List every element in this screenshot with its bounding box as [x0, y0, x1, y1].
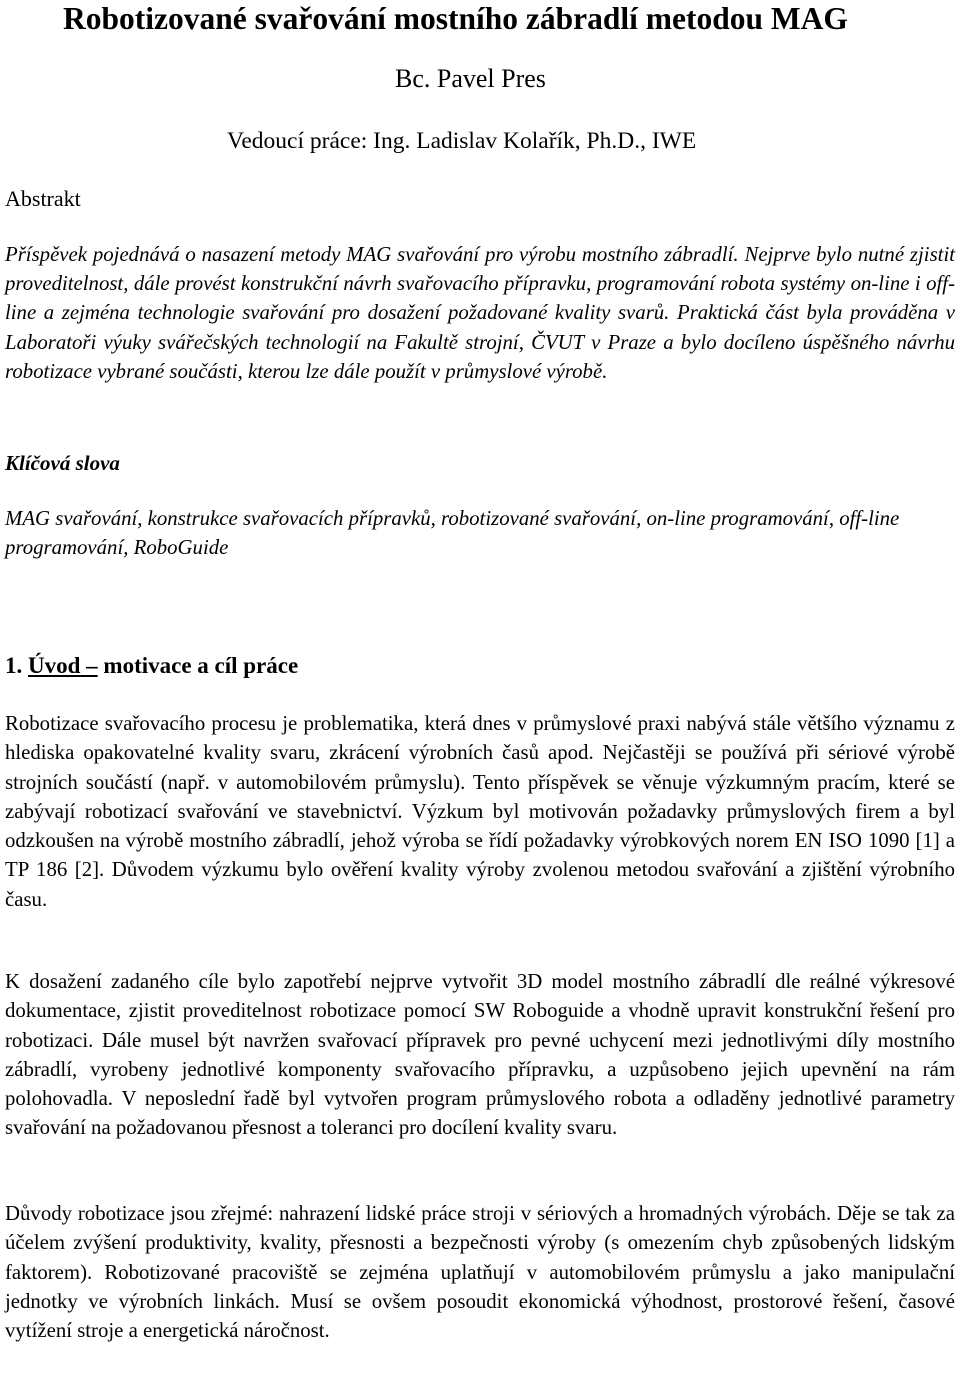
- author-name: Bc. Pavel Pres: [395, 64, 546, 93]
- body-paragraph: Robotizace svařovacího procesu je problematika, která dnes v průmyslové praxi nabývá stále většího významu z hlediska opakovatelné kvality svaru, zkrácení výrobních časů apod. Nejčastěji se používá při sériové výrobě strojních součástí (např. v automobilovém průmyslu). Tento příspěvek se věnuje výzkumným pracím, které se zabývají robotizací svařování ve stavebnictví. Výzkum byl motivován požadavky průmyslových firem a byl odzkoušen na výrobě mostního zábradlí, jehož výroba se řídí požadavky výrobkových norem EN ISO 1090 [1] a TP 186 [2]. Důvodem výzkumu bylo ověření kvality výroby zvolenou metodou svařování a zjištění výrobního času.: [5, 712, 955, 911]
- abstract-heading: Abstrakt: [5, 186, 81, 211]
- section-number: 1.: [5, 653, 23, 678]
- abstract-text: Příspěvek pojednává o nasazení metody MAG svařování pro výrobu mostního zábradlí. Nejprve bylo nutné zjistit proveditelnost, dále provést konstrukční návrh svařovacího přípravku, programování robota systémy on-line i off-line a zejména technologie svařování pro dosažení požadované kvality svarů. Praktická část byla prováděna v Laboratoři výuky svářečských technologií na Fakultě strojní, ČVUT v Praze a bylo docíleno úspěšného návrhu robotizace vybrané součásti, kterou lze dále použít v průmyslové výrobě.: [5, 243, 955, 383]
- section-heading-part2: motivace a cíl práce: [103, 653, 299, 678]
- section-heading-underlined: [28, 653, 98, 678]
- keywords-heading: Klíčová slova: [5, 451, 120, 475]
- supervisor-line: Vedoucí práce: Ing. Ladislav Kolařík, Ph.D., IWE: [227, 128, 697, 154]
- keywords-text: MAG svařování, konstrukce svařovacích přípravků, robotizované svařování, on-line programování, off-line programování, RoboGuide: [5, 507, 900, 560]
- paper-page: [5, 0, 955, 1379]
- body-paragraph: Důvody robotizace jsou zřejmé: nahrazení lidské práce stroji v sériových a hromadných výrobách. Děje se tak za účelem zvýšení produktivity, kvality, přesnosti a bezpečnosti výroby (s omezením chyb způsobených lidským faktorem). Robotizované pracoviště se zejména uplatňují v automobilovém průmyslu a jako manipulační jednotky ve výrobních linkách. Musí se ovšem posoudit ekonomická výhodnost, prostorové řešení, časové vytížení stroje a energetická náročnost.: [5, 1202, 955, 1343]
- paper-title: Robotizované svařování mostního zábradlí metodou MAG: [63, 1, 848, 36]
- section-heading-separator: –: [86, 653, 98, 678]
- section-heading: [5, 649, 298, 683]
- section-heading-part1: Úvod: [28, 653, 81, 678]
- body-paragraph: K dosažení zadaného cíle bylo zapotřebí nejprve vytvořit 3D model mostního zábradlí dle reálné výkresové dokumentace, zjistit proveditelnost robotizace pomocí SW Roboguide a vhodně upravit konstrukční řešení pro robotizaci. Dále musel být navržen svařovací přípravek pro pevné uchycení mezi jednotlivými díly mostního zábradlí, vyrobeny jednotlivé komponenty svařovacího přípravku, a uzpůsobeno jejich upevnění na rám polohovadla. V neposlední řadě byl vytvořen program průmyslového robota a odladěny jednotlivé parametry svařování na požadovanou přesnost a toleranci pro docílení kvality svaru.: [5, 970, 955, 1140]
